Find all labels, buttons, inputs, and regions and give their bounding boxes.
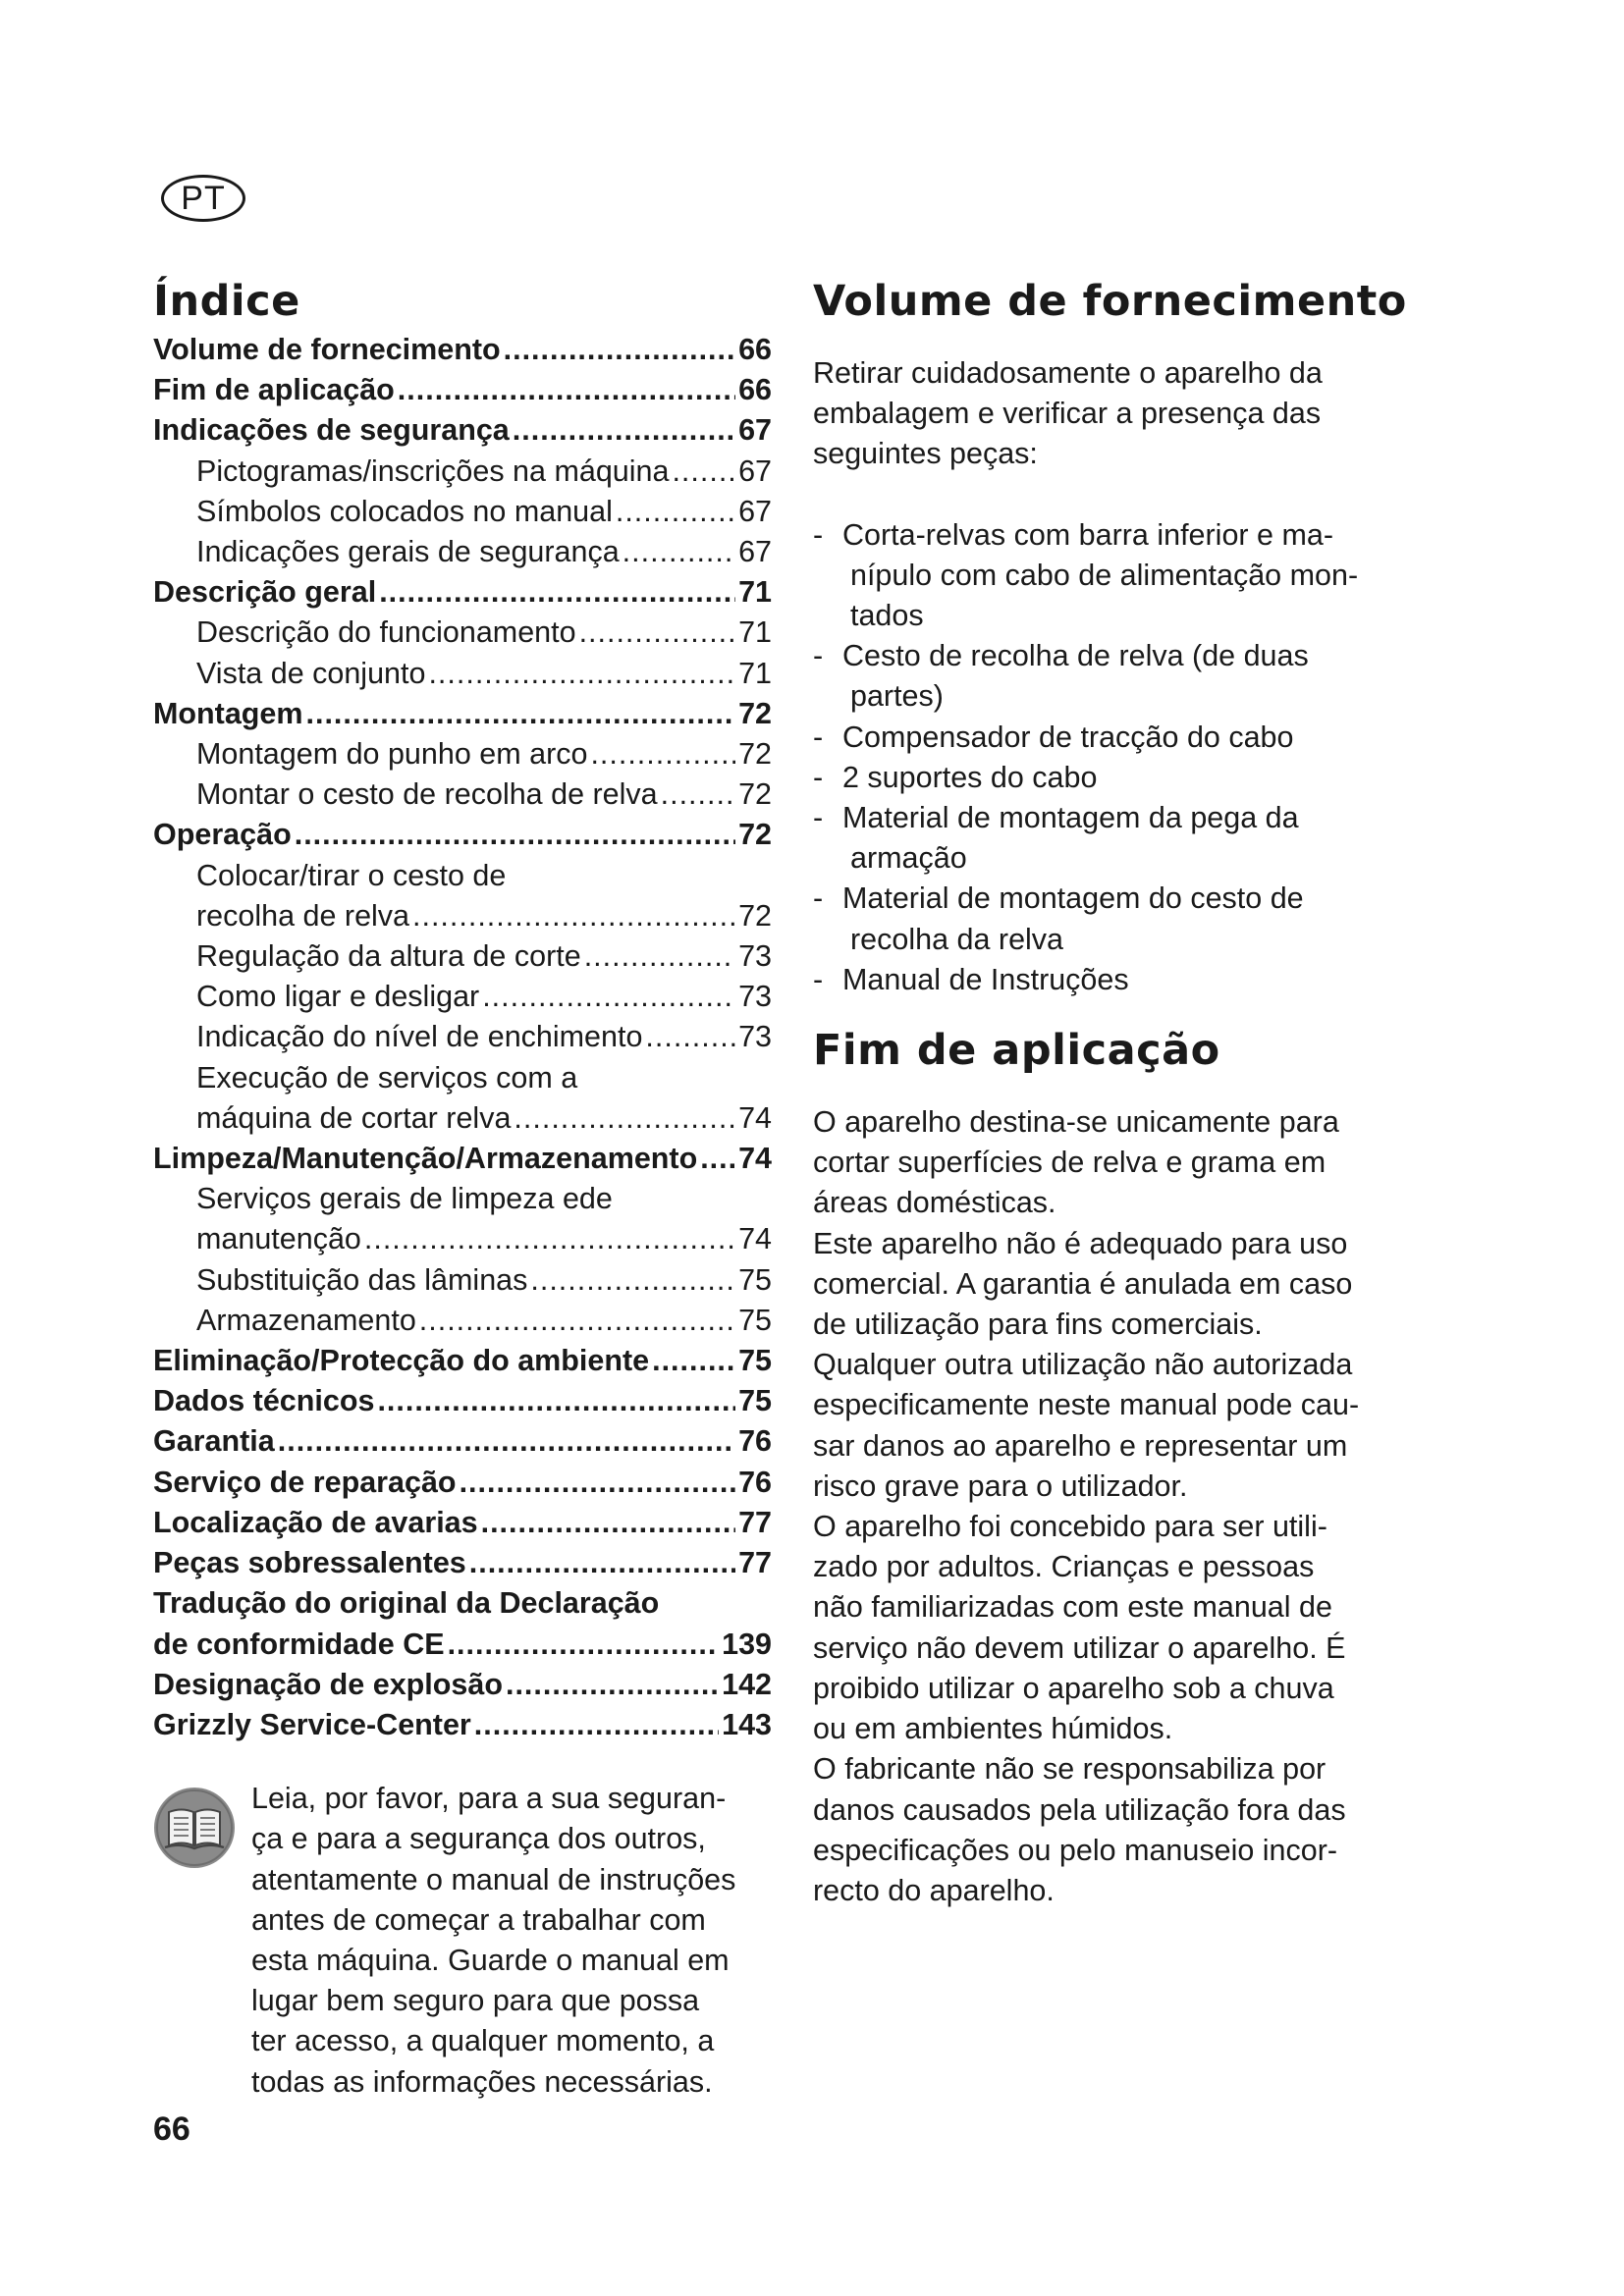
toc-entry-title: Indicações gerais de segurança xyxy=(196,535,620,569)
toc-entry-title: Como ligar e desligar xyxy=(196,980,480,1014)
toc-leader-dots xyxy=(460,1463,736,1503)
toc-title: Índice xyxy=(153,277,300,326)
toc-entry-title: Regulação da altura de corte xyxy=(196,939,581,974)
page-number: 66 xyxy=(153,2110,190,2148)
toc-entry-page: 71 xyxy=(738,656,772,690)
toc-entry xyxy=(153,1219,772,1259)
delivery-item xyxy=(813,798,1451,879)
purpose-line: Qualquer outra utilização não autorizada xyxy=(813,1348,1353,1382)
toc-entry xyxy=(153,1583,772,1624)
purpose-line: especificações ou pelo manuseio incor- xyxy=(813,1833,1338,1867)
toc-leader-dots xyxy=(412,896,735,936)
toc-entry-page: 67 xyxy=(738,535,772,569)
delivery-intro xyxy=(813,353,1451,475)
toc-leader-dots xyxy=(364,1219,735,1259)
purpose-line: risco grave para o utilizador. xyxy=(813,1468,1188,1503)
purpose-line: sar danos ao aparelho e representar um xyxy=(813,1428,1348,1463)
toc-leader-dots xyxy=(652,1341,735,1381)
purpose-line: Este aparelho não é adequado para uso xyxy=(813,1226,1348,1260)
safety-note-line: ça e para a segurança dos outros, xyxy=(251,1822,706,1856)
toc-entry-page: 71 xyxy=(738,615,772,650)
toc-entry-title: Eliminação/Protecção do ambiente xyxy=(153,1344,650,1378)
toc-entry-page: 72 xyxy=(738,777,772,812)
toc-entry-title: máquina de cortar relva xyxy=(196,1100,512,1135)
toc-entry xyxy=(153,1301,772,1341)
right-column xyxy=(813,273,1451,1911)
toc-leader-dots xyxy=(506,1665,719,1705)
toc-entry-page: 77 xyxy=(738,1546,772,1580)
toc-entry-title: Serviço de reparação xyxy=(153,1465,457,1499)
safety-note-line: Leia, por favor, para a sua seguran- xyxy=(251,1782,727,1816)
purpose-line: danos causados pela utilização fora das xyxy=(813,1792,1346,1827)
toc-entry xyxy=(153,936,772,977)
language-badge: PT xyxy=(161,175,245,222)
safety-note-line: lugar bem seguro para que possa xyxy=(251,1984,700,2018)
toc-entry-title: Grizzly Service-Center xyxy=(153,1707,471,1741)
toc-entry-page: 143 xyxy=(722,1707,772,1741)
toc-entry-page: 66 xyxy=(738,373,772,407)
delivery-item-line: nípulo com cabo de alimentação mon- xyxy=(850,558,1359,592)
toc-entry-page: 75 xyxy=(738,1384,772,1418)
purpose-line: cortar superfícies de relva e grama em xyxy=(813,1146,1326,1180)
toc-entry xyxy=(153,1098,772,1139)
delivery-item xyxy=(813,960,1451,1000)
toc-leader-dots xyxy=(513,410,735,451)
toc-entry-title: Execução de serviços com a xyxy=(196,1060,578,1095)
toc-entry xyxy=(153,370,772,410)
toc-entry-title: Descrição geral xyxy=(153,575,377,610)
toc-entry-title: Peças sobressalentes xyxy=(153,1546,466,1580)
toc-entry-title: Tradução do original da Declaração xyxy=(153,1586,660,1621)
toc-entry-title: Localização de avarias xyxy=(153,1505,478,1539)
toc-leader-dots xyxy=(481,1503,735,1543)
table-of-contents xyxy=(153,273,772,2103)
toc-entry-page: 73 xyxy=(738,1020,772,1054)
purpose-line: de utilização para fins comerciais. xyxy=(813,1308,1263,1342)
toc-entry xyxy=(153,330,772,370)
toc-entry-page: 67 xyxy=(738,494,772,528)
purpose-line: O aparelho destina-se unicamente para xyxy=(813,1105,1339,1140)
toc-entry-title: Substituição das lâminas xyxy=(196,1262,528,1297)
delivery-item-line: - Corta-relvas com barra inferior e ma- xyxy=(842,517,1334,552)
toc-leader-dots xyxy=(306,694,736,734)
toc-entry xyxy=(153,1421,772,1462)
delivery-item-line: - Compensador de tracção do cabo xyxy=(842,720,1294,754)
toc-entry xyxy=(153,734,772,774)
delivery-heading: Volume de fornecimento xyxy=(813,277,1407,326)
toc-leader-dots xyxy=(278,1421,735,1462)
toc-leader-dots xyxy=(295,815,735,855)
toc-leader-dots xyxy=(398,370,735,410)
toc-entry-title: Descrição do funcionamento xyxy=(196,615,576,650)
toc-leader-dots xyxy=(379,572,735,613)
toc-entry-page: 72 xyxy=(738,696,772,730)
toc-entry-page: 142 xyxy=(722,1667,772,1701)
toc-entry-page: 66 xyxy=(738,333,772,366)
safety-note-line: antes de começar a trabalhar com xyxy=(251,1902,706,1937)
purpose-line: O aparelho foi concebido para ser utili- xyxy=(813,1510,1327,1544)
delivery-item-line: - Material de montagem do cesto de xyxy=(842,881,1304,916)
delivery-item-line: tados xyxy=(850,599,924,633)
purpose-line: ou em ambientes húmidos. xyxy=(813,1712,1173,1746)
toc-leader-dots xyxy=(482,977,735,1017)
toc-entry xyxy=(153,1503,772,1543)
toc-entry-title: Indicação do nível de enchimento xyxy=(196,1020,643,1054)
delivery-list xyxy=(813,515,1451,1000)
toc-entry xyxy=(153,1463,772,1503)
safety-note-line: atentamente o manual de instruções xyxy=(251,1862,736,1896)
purpose-line: especificamente neste manual pode cau- xyxy=(813,1388,1360,1422)
toc-entry xyxy=(153,1017,772,1057)
toc-entry-page: 73 xyxy=(738,939,772,974)
toc-entry-title: Montagem do punho em arco xyxy=(196,737,588,772)
toc-entry-page: 76 xyxy=(738,1465,772,1499)
delivery-item xyxy=(813,636,1451,717)
toc-entry-page: 75 xyxy=(738,1344,772,1378)
toc-leader-dots xyxy=(590,734,735,774)
purpose-heading: Fim de aplicação xyxy=(813,1026,1220,1076)
toc-entry xyxy=(153,1625,772,1665)
toc-leader-dots xyxy=(645,1017,735,1057)
delivery-item xyxy=(813,879,1451,959)
delivery-item-line: - 2 suportes do cabo xyxy=(842,760,1098,794)
delivery-item xyxy=(813,758,1451,798)
purpose-line: zado por adultos. Crianças e pessoas xyxy=(813,1550,1315,1584)
toc-entry-page: 74 xyxy=(738,1142,772,1176)
toc-entry xyxy=(153,1058,772,1098)
toc-entry xyxy=(153,1381,772,1421)
toc-leader-dots xyxy=(428,654,735,694)
toc-entry xyxy=(153,1341,772,1381)
toc-entry-page: 71 xyxy=(738,575,772,610)
toc-entry-page: 77 xyxy=(738,1505,772,1539)
toc-leader-dots xyxy=(616,492,735,532)
safety-note-line: todas as informações necessárias. xyxy=(251,2064,713,2099)
toc-entry-title: Operação xyxy=(153,818,292,852)
toc-entry xyxy=(153,856,772,896)
toc-entry-title: Armazenamento xyxy=(196,1303,416,1337)
toc-entry xyxy=(153,410,772,451)
toc-entry-title: Volume de fornecimento xyxy=(153,333,501,366)
toc-entry-title: Montar o cesto de recolha de relva xyxy=(196,777,658,812)
toc-entry-page: 73 xyxy=(738,980,772,1014)
toc-entry-title: Garantia xyxy=(153,1424,275,1459)
toc-entry-page: 67 xyxy=(738,413,772,448)
delivery-item-line: - Cesto de recolha de relva (de duas xyxy=(842,639,1309,673)
toc-leader-dots xyxy=(469,1543,735,1583)
purpose-line: áreas domésticas. xyxy=(813,1186,1056,1220)
toc-entry-title: recolha de relva xyxy=(196,898,410,933)
toc-entry-page: 72 xyxy=(738,818,772,852)
toc-leader-dots xyxy=(579,613,736,653)
toc-entry-title: Designação de explosão xyxy=(153,1667,503,1701)
toc-leader-dots xyxy=(419,1301,735,1341)
purpose-line: não familiarizadas com este manual de xyxy=(813,1590,1332,1625)
toc-leader-dots xyxy=(514,1098,735,1139)
toc-entry-title: Vista de conjunto xyxy=(196,656,426,690)
toc-entry-title: Pictogramas/inscrições na máquina xyxy=(196,454,670,488)
toc-entry-title: Fim de aplicação xyxy=(153,373,395,407)
toc-entry xyxy=(153,1665,772,1705)
purpose-line: proibido utilizar o aparelho sob a chuva xyxy=(813,1671,1334,1705)
toc-leader-dots xyxy=(672,452,735,492)
toc-entry xyxy=(153,654,772,694)
toc-entry-page: 75 xyxy=(738,1262,772,1297)
toc-entry xyxy=(153,572,772,613)
purpose-line: recto do aparelho. xyxy=(813,1873,1055,1907)
toc-entry-title: Dados técnicos xyxy=(153,1384,375,1418)
toc-leader-dots xyxy=(377,1381,735,1421)
delivery-item xyxy=(813,515,1451,637)
toc-entry xyxy=(153,613,772,653)
toc-entry xyxy=(153,1179,772,1219)
toc-entry xyxy=(153,694,772,734)
toc-entry xyxy=(153,1543,772,1583)
purpose-text xyxy=(813,1102,1451,1911)
safety-note xyxy=(153,1779,772,2103)
toc-entry-title: Símbolos colocados no manual xyxy=(196,494,613,528)
manual-book-icon xyxy=(153,1787,236,1869)
toc-entry-page: 72 xyxy=(738,737,772,772)
toc-leader-dots xyxy=(448,1625,720,1665)
delivery-intro-line: embalagem e verificar a presença das xyxy=(813,397,1322,431)
delivery-item xyxy=(813,718,1451,758)
toc-entry-title: Montagem xyxy=(153,696,303,730)
toc-entry-title: Serviços gerais de limpeza ede xyxy=(196,1182,613,1216)
toc-entry xyxy=(153,492,772,532)
delivery-intro-line: Retirar cuidadosamente o aparelho da xyxy=(813,356,1323,390)
toc-entry-page: 76 xyxy=(738,1424,772,1459)
delivery-item-line: - Manual de Instruções xyxy=(842,962,1129,996)
toc-entry-title: Limpeza/Manutenção/Armazenamento xyxy=(153,1142,698,1176)
toc-leader-dots xyxy=(661,774,735,815)
toc-entry xyxy=(153,977,772,1017)
toc-entry-page: 75 xyxy=(738,1303,772,1337)
toc-leader-dots xyxy=(623,532,735,572)
delivery-item-line: armação xyxy=(850,841,967,876)
toc-entry-title: manutenção xyxy=(196,1222,361,1256)
toc-entry xyxy=(153,896,772,936)
toc-entry xyxy=(153,1705,772,1745)
toc-leader-dots xyxy=(584,936,735,977)
toc-leader-dots xyxy=(504,330,735,370)
delivery-intro-line: seguintes peças: xyxy=(813,437,1038,471)
toc-entry xyxy=(153,452,772,492)
toc-entry-page: 74 xyxy=(738,1100,772,1135)
toc-leader-dots xyxy=(700,1139,735,1179)
toc-leader-dots xyxy=(474,1705,719,1745)
toc-entry xyxy=(153,1260,772,1301)
toc-entry-title: de conformidade CE xyxy=(153,1627,445,1661)
safety-note-line: ter acesso, a qualquer momento, a xyxy=(251,2024,715,2058)
toc-entry xyxy=(153,532,772,572)
toc-entry xyxy=(153,815,772,855)
toc-entry-page: 67 xyxy=(738,454,772,488)
safety-note-text xyxy=(251,1779,735,2103)
toc-entry xyxy=(153,774,772,815)
delivery-item-line: recolha da relva xyxy=(850,922,1064,956)
purpose-line: serviço não devem utilizar o aparelho. É xyxy=(813,1630,1346,1665)
toc-entry-title: Colocar/tirar o cesto de xyxy=(196,858,507,892)
toc-list xyxy=(153,330,772,1745)
delivery-item-line: partes) xyxy=(850,679,944,714)
toc-entry-title: Indicações de segurança xyxy=(153,413,510,448)
purpose-line: O fabricante não se responsabiliza por xyxy=(813,1752,1326,1787)
safety-note-line: esta máquina. Guarde o manual em xyxy=(251,1943,730,1977)
toc-entry xyxy=(153,1139,772,1179)
purpose-line: comercial. A garantia é anulada em caso xyxy=(813,1266,1353,1301)
toc-entry-page: 139 xyxy=(722,1627,772,1661)
toc-entry-page: 72 xyxy=(738,898,772,933)
toc-leader-dots xyxy=(530,1260,735,1301)
delivery-item-line: - Material de montagem da pega da xyxy=(842,801,1299,835)
toc-entry-page: 74 xyxy=(738,1222,772,1256)
